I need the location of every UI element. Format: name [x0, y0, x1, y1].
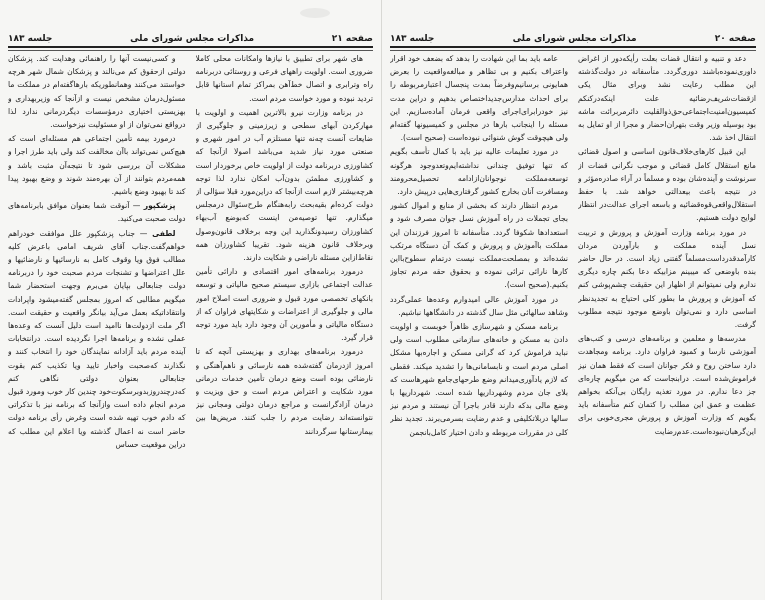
paragraph: های شهر برای تطبیق با نیازها وامکانات محلی کاملا ضروری است. اولویت راههای فرعی و روستائی دربرنامه راه وترابری و اتصال خط‌آهن بمراکز تمام استانها قابل تردید نبوده و مورد خواست مردم است. — [195, 54, 373, 103]
paragraph: مردم انتظار دارند که بخشی از منابع و اموال کشور بجای تجملات در راه آموزش نسل جوان مصرف شود و استعدادها شکوفا گردد. متأسفانه تا امروز فرزندان این مملکت باآموزش و پرورش و کمک آن دستگاه مرتکب نشده‌اند و بمصلحت‌مملکت نیست درتمام سطوح‌بااین کارها نارائی ترائی نموده و بحقوق حقه مردم تجاوز بکنیم.(صحیح است). — [390, 201, 568, 290]
right-page — [382, 0, 764, 600]
speaker-name: لطفی — [152, 228, 176, 238]
running-title: مذاکرات مجلس شورای ملی — [130, 34, 255, 44]
text-column-right — [578, 52, 756, 580]
header-rule — [390, 46, 756, 48]
text-column-left — [390, 52, 568, 580]
speech-text: — آنوقت شما بعنوان موافق بابرنامه‌های دولت صحبت می‌کنید. — [8, 201, 186, 224]
paragraph: عامه باید بما این شهادت را بدهد که بضعف خود اقرار واعتراف بکنیم و بی تظاهر و مبالغه‌واقعیت را بعرض همایونی برسانیم‌وفرضاً بمدت پنجسال اعتبارمربوطه را برای احداث مدارس‌جدیداختصاص بدهیم و دراین مدت نیز خودرابرای‌اجرای واقعی فرمان آماده‌سازیم. این مسئله را اینجانب بارها در مجلس و کمیسیونها گفته‌ام ولی هیچوقت گوش شنوائی نبوده‌است (صحیح است). — [390, 54, 568, 143]
speaker-paragraph — [8, 227, 186, 451]
speaker-paragraph — [8, 199, 186, 225]
paragraph: در مورد آموزش عالی امیدوارم وعده‌ها عملی‌گردد وشاهد سالهائی مثل سال گذشته در دانشگاهها نباشیم. — [390, 294, 568, 317]
header-rule-thin — [390, 50, 756, 51]
running-title: مذاکرات مجلس شورای ملی — [512, 34, 637, 44]
right-page-columns — [390, 52, 756, 580]
session-number: جلسه ۱۸۳ — [390, 34, 435, 44]
text-column-left — [8, 52, 186, 580]
paragraph: این قبیل کارهای‌خلاف‌قانون اساسی و اصول قضائی مانع استقلال کامل قضائی و موجب نگرانی قضات از سرنوشت و آینده‌شان بوده و مسلماً در آراء صادره‌مؤثر و در نتیجه باعث بیعدالتی خواهد شد. با حفظ استقلال‌واقعی‌قوه‌قضائیه و باسعه اجرای عدالت‌در انتظار لوایح دولت هستیم. — [578, 147, 756, 223]
paragraph: درمورد بیمه تأمین اجتماعی هم مسئله‌ای است که هیچ‌کس نمی‌تواند باآن مخالفت کند ولی باید طرز اجرا و مشکلات آن بررسی شود تا نتیجه‌آن مثبت باشد و همه‌مردم بتوانند از آن بهره‌مند شوند و وضع بهبود پیدا کند تا بهبود وضع باشیم. — [8, 134, 186, 197]
scan-smudge — [300, 8, 330, 18]
header-rule-thin — [8, 50, 373, 51]
paragraph: در مورد برنامه وزارت آموزش و پرورش و تربیت نسل آینده مملکت و بارآوردن مردان کارآمدقدرداست‌مسلماً گفتنی زیاد است. در حال حاضر بنده باوضعی که میبینم مزابیکه دعا بکنم چاره دیگری ندارم ولی نمیتوانم از اظهار این حقیقت چشم‌پوشی کنم که آموزش و پرورش ما بطور کلی احتیاج به تجدیدنظر اساسی دارد و نمی‌توان باوضع موجود نتیجه مطلوب گرفت. — [578, 227, 756, 330]
session-number: جلسه ۱۸۳ — [8, 34, 53, 44]
speaker-name: پزشکپور — [143, 201, 176, 211]
paragraph: دعد و تنبیه و انتقال قضات بعلت رأیکه‌دور از اغراض داوری‌نموده‌باشند دوری‌گردد. متأسفانه در دولت‌گذشته این مطلب رعایت نشد وبرای مثال یکی ازقضات‌شریف‌رضائیه علت اینکه‌درکنکم کمیسیون‌امنیت‌اجتماعی‌حق‌ذوالقلیت دائرمربرائت ماشه بود بوسیله وزیر وقت بتهران‌احضار و مجرا از او تمایل به انتقال اخذ شد. — [578, 54, 756, 143]
page-number: صفحه ۲۰ — [714, 34, 756, 44]
paragraph: برنامه مسکن و شهرسازی ظاهراً خوبست و اولویت دادن به مسکن و خانه‌های سازمانی مطلوب است ولی نباید فراموش کرد که گرانی مسکن و اجاره‌بها مشکل اصلی مردم است و نابسامانی‌ها را تشدید میکند. فقطی که لازم یادآوری‌میدانم وضع طرحهای‌جامع شهرهاست که بلای جان مردم وشهرداریها شده است. شهرداریها با وضع مالی بدکه دارند قادر باجرا آن نیستند و مردم نیز سالها دربلاتکلیفی و عدم رضایت بسرمی‌برند. تجدید نظر کلی در مقررات مربوطه و دادن اختیار کامل‌بانجمن — [390, 322, 568, 437]
text-column-right — [196, 52, 374, 580]
right-page-header — [390, 31, 756, 45]
left-page-header — [8, 31, 373, 45]
paragraph: مدرسه‌ها و معلمین و برنامه‌های درسی و کتب‌های آموزشی نارسا و کمبود فراوان دارد. برنامه ومجاهدت دارد ساختن روح و فکر جوانان است که فقط همان نیز فراموش‌شده است. درابنجاست که من میگویم چاره‌ای جز دعا ندارم. در مورد تغذیه رایگان بی‌آنکه بخواهم عظمت و عمق این مطلب را کتمان کنم متأسفانه باید بگویم که وزارت آموزش و پرورش مجری‌خوبی برای این‌گرهبان‌نبوده‌است.عدم‌رضایت — [578, 334, 756, 436]
paragraph: در مورد تعلیمات عالیه نیز باید با کمال تأسف بگویم که تنها توفیق چندانی نداشته‌ایم‌وتعدوجود هرگونه توسعه‌مملکت نوجوانان‌ازادامه تحصیل‌محرومند ومسافرت آنان بخارج کشور گرفتاری‌هایی درپیش دارد. — [390, 147, 568, 197]
paragraph: درمورد برنامه‌های امور اقتصادی و دارائی تأمین عدالت اجتماعی بازاری سیستم صحیح مالیاتی و توسعه بانکهای تخصصی مورد قبول و ضروری است اصلاح امور مالی و جلوگیری از اعتراضات و شکایتهای فراوان که از دستگاه مالیاتی و مأمورین آن وجود دارد باید مورد توجه قرار گیرد. — [195, 267, 373, 343]
speech-text: — جناب پزشکپور علل موافقت خودراهم خواهم‌گفت.جناب آقای شریف امامی باعرض کلیه مطالب فوق ویا وقوف کامل به نارسائیها و نارضائیها و علل اعتراضها و تشنجات مردم صحبت خود را دربرنامه دولت جنابعالی بپایان می‌برم وجهت استحضار شما میگویم مطالبی که امروز بمجلس گفته‌میشود واپرادات وانتقاداتیکه بعمل می‌آید بیانگر واقعیت و حقیقت است. اگر ملت ازدولت‌ها ناامید است دلیل آنست که وعده‌ها عملی نشده و برنامه‌ها اجرا نگردیده است. درانتخابات آینده مردم باید آزادانه نمایندگان خود را انتخاب کنند و نگذارند که‌صحبت واخبار تایید ویا تکذیب کنم بقوت جنابعالی بعنوان دولتی نگاهی کنم که‌درچندروزبدوبرسکوت‌خود چندین کار خوب ومورد قبول مردم انجام داده است وازآنجا که برنامه نیز با تذکراتی که دادم خوب تهیه شده است وغرض رأی برنامه دولت حاضر است نه اعمال گذشته ویا اعلام این مطلب که دراین موقعیت حساس — [8, 228, 186, 449]
paragraph: درمورد برنامه‌های بهداری و بهزیستی آنچه که تا امروز ازدرمان گفته‌شده همه نارسائی و ناهم‌آهنگی و نارضائی بوده است وضع درمان تأمین خدمات درمانی مورد شکایت و اعتراض مردم است و حق ویزیت و درمان آزادگرانست و مراجع درمان دولتی ومجانی نیز نتوانسته‌اند رضایت مردم را جلب کنند. مریض‌ها بین بیمارستانها سرگردانند — [195, 347, 373, 436]
paragraph: در برنامه وزارت نیرو بالاترین اهمیت و اولویت با مهارکردن آبهای سطحی و زیرزمینی و جلوگیری از ضایعات آنست چه‌نه تنها مستلزم آب در امور شهری و صنعتی مورد نیاز شدید می‌باشد اصولا ازآنجا که کشاورزی دربرنامه دولت از اولویت خاص برخوردار است و کشاورزی مطمئن بدون‌آب امکان ندارد لذا توجه هرچه‌بیشتر لازم است ازآنجا که دراین‌مورد قبلا سؤالی از دولت کرده‌ام بقیه‌بحث رابه‌هنگام طرح‌سئوال درمجلس میگذارم. تنها توصیه‌من اینست که‌بوضع آب‌بهاء کشاورزان رسیدونگذارید این وجه برخلاف قانون‌وصول وبرخلاف قانون هزینه شود. تقریبا کشاورزان همه نقاط‌ازاین مسئله ناراضی و شکایت دارند. — [195, 107, 373, 263]
paragraph: و کسی‌نیست آنها را راهنمائی وهدایت کند. پزشکان دولتی ازحقوق کم می‌نالند و پزشکان شمال شهر هرچه خواستند می‌کنند وهمانطوریکه بارهاگفته‌ام در مملکت ما مسئول‌درمان مشخص نیست و ازآنجا که وزیربهداری و بهزیستی اختیاری درمؤسسات دیگردرمانی ندارد لذا درواقع نمی‌توان از او مسئولیت نیزخواست. — [8, 54, 186, 130]
header-rule — [8, 46, 373, 48]
page-number: صفحه ۲۱ — [331, 34, 373, 44]
left-page — [0, 0, 382, 600]
left-page-columns — [8, 52, 373, 580]
